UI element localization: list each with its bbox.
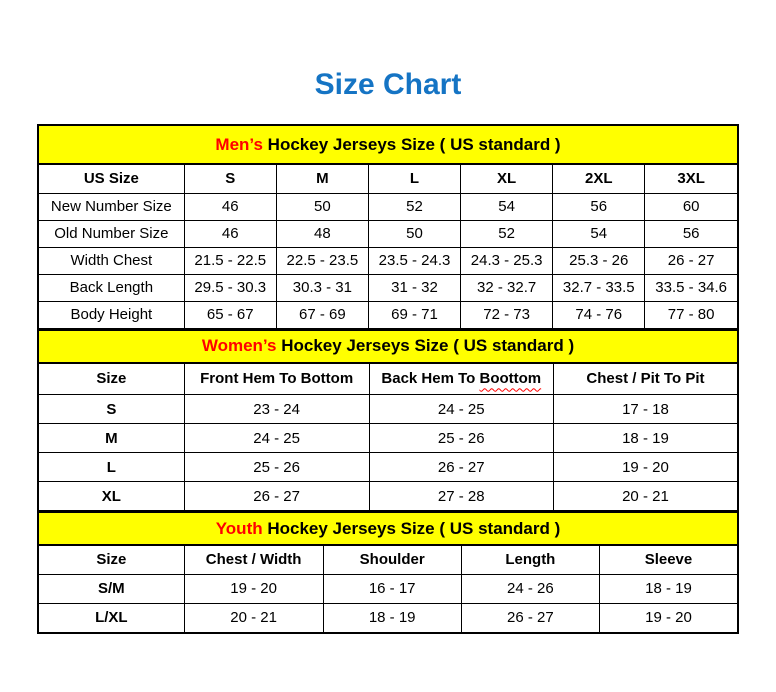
table-row bbox=[39, 424, 737, 453]
size-value: 67 - 69 bbox=[276, 301, 368, 328]
size-value: 25 - 26 bbox=[369, 424, 553, 453]
row-label: L/XL bbox=[39, 603, 184, 632]
size-value: 18 - 19 bbox=[323, 603, 461, 632]
size-value: 26 - 27 bbox=[645, 247, 737, 274]
column-header: Chest / Width bbox=[184, 546, 323, 574]
size-value: 32 - 32.7 bbox=[461, 274, 553, 301]
table-row bbox=[39, 247, 737, 274]
column-header: L bbox=[368, 165, 460, 193]
column-header: Size bbox=[39, 364, 184, 395]
size-value: 25 - 26 bbox=[184, 453, 369, 482]
size-value: 50 bbox=[276, 193, 368, 220]
womens-section-highlight: Women’s bbox=[201, 336, 277, 355]
row-label: M bbox=[39, 424, 184, 453]
size-value: 25.3 - 26 bbox=[553, 247, 645, 274]
size-value: 50 bbox=[368, 220, 460, 247]
youth-section-title: Hockey Jerseys Size ( US standard ) bbox=[262, 518, 561, 538]
size-value: 30.3 - 31 bbox=[276, 274, 368, 301]
size-value: 18 - 19 bbox=[599, 574, 737, 603]
table-row bbox=[39, 193, 737, 220]
size-value: 54 bbox=[461, 193, 553, 220]
column-header-text: Back Hem To bbox=[381, 370, 480, 388]
row-label: Old Number Size bbox=[39, 220, 184, 247]
size-value: 24 - 25 bbox=[184, 424, 369, 453]
row-label: Back Length bbox=[39, 274, 184, 301]
table-row bbox=[39, 574, 737, 603]
size-value: 23 - 24 bbox=[184, 395, 369, 424]
size-value: 52 bbox=[461, 220, 553, 247]
column-header: US Size bbox=[39, 165, 184, 193]
size-value: 56 bbox=[645, 220, 737, 247]
column-header: M bbox=[276, 165, 368, 193]
size-value: 24 - 25 bbox=[369, 395, 553, 424]
size-value: 56 bbox=[553, 193, 645, 220]
row-label: Body Height bbox=[39, 301, 184, 328]
mens-header-row bbox=[39, 165, 737, 193]
size-value: 52 bbox=[368, 193, 460, 220]
youth-section-band bbox=[39, 511, 737, 546]
row-label: New Number Size bbox=[39, 193, 184, 220]
youth-header-row bbox=[39, 546, 737, 574]
size-value: 20 - 21 bbox=[184, 603, 323, 632]
column-header bbox=[369, 364, 553, 395]
column-header: 2XL bbox=[553, 165, 645, 193]
size-value: 46 bbox=[184, 193, 276, 220]
size-value: 19 - 20 bbox=[184, 574, 323, 603]
size-value: 29.5 - 30.3 bbox=[184, 274, 276, 301]
size-value: 26 - 27 bbox=[184, 482, 369, 511]
youth-size-table bbox=[39, 546, 737, 632]
column-header: Size bbox=[39, 546, 184, 574]
size-value: 54 bbox=[553, 220, 645, 247]
size-value: 65 - 67 bbox=[184, 301, 276, 328]
column-header: 3XL bbox=[645, 165, 737, 193]
mens-section-title: Hockey Jerseys Size ( US standard ) bbox=[262, 134, 561, 154]
column-header: Shoulder bbox=[323, 546, 461, 574]
size-value: 16 - 17 bbox=[323, 574, 461, 603]
size-value: 22.5 - 23.5 bbox=[276, 247, 368, 274]
size-value: 21.5 - 22.5 bbox=[184, 247, 276, 274]
size-value: 60 bbox=[645, 193, 737, 220]
womens-size-table bbox=[39, 364, 737, 512]
row-label: S bbox=[39, 395, 184, 424]
misspelled-word: Boottom bbox=[479, 370, 542, 388]
row-label: S/M bbox=[39, 574, 184, 603]
size-value: 74 - 76 bbox=[553, 301, 645, 328]
womens-section-title: Hockey Jerseys Size ( US standard ) bbox=[276, 336, 575, 355]
table-row bbox=[39, 603, 737, 632]
table-row bbox=[39, 482, 737, 511]
table-row bbox=[39, 220, 737, 247]
mens-section-highlight: Men’s bbox=[215, 134, 263, 154]
table-row bbox=[39, 453, 737, 482]
mens-size-table bbox=[39, 165, 737, 329]
size-value: 24 - 26 bbox=[461, 574, 599, 603]
size-value: 24.3 - 25.3 bbox=[461, 247, 553, 274]
size-value: 32.7 - 33.5 bbox=[553, 274, 645, 301]
womens-header-row bbox=[39, 364, 737, 395]
size-value: 27 - 28 bbox=[369, 482, 553, 511]
size-value: 69 - 71 bbox=[368, 301, 460, 328]
size-value: 31 - 32 bbox=[368, 274, 460, 301]
size-value: 17 - 18 bbox=[553, 395, 737, 424]
column-header: Length bbox=[461, 546, 599, 574]
table-row bbox=[39, 274, 737, 301]
mens-section-band bbox=[39, 126, 737, 165]
youth-section-highlight: Youth bbox=[215, 518, 263, 538]
size-value: 77 - 80 bbox=[645, 301, 737, 328]
size-chart-tables bbox=[37, 124, 739, 634]
size-value: 72 - 73 bbox=[461, 301, 553, 328]
size-value: 23.5 - 24.3 bbox=[368, 247, 460, 274]
column-header: XL bbox=[461, 165, 553, 193]
size-value: 26 - 27 bbox=[461, 603, 599, 632]
size-value: 26 - 27 bbox=[369, 453, 553, 482]
size-value: 19 - 20 bbox=[553, 453, 737, 482]
size-value: 20 - 21 bbox=[553, 482, 737, 511]
table-row bbox=[39, 395, 737, 424]
size-value: 19 - 20 bbox=[599, 603, 737, 632]
page-title: Size Chart bbox=[314, 68, 462, 101]
table-row bbox=[39, 301, 737, 328]
size-value: 33.5 - 34.6 bbox=[645, 274, 737, 301]
column-header: Sleeve bbox=[599, 546, 737, 574]
row-label: Width Chest bbox=[39, 247, 184, 274]
size-value: 48 bbox=[276, 220, 368, 247]
row-label: L bbox=[39, 453, 184, 482]
column-header: Chest / Pit To Pit bbox=[553, 364, 737, 395]
column-header: Front Hem To Bottom bbox=[184, 364, 369, 395]
size-value: 18 - 19 bbox=[553, 424, 737, 453]
size-value: 46 bbox=[184, 220, 276, 247]
column-header: S bbox=[184, 165, 276, 193]
row-label: XL bbox=[39, 482, 184, 511]
womens-section-band bbox=[39, 329, 737, 364]
